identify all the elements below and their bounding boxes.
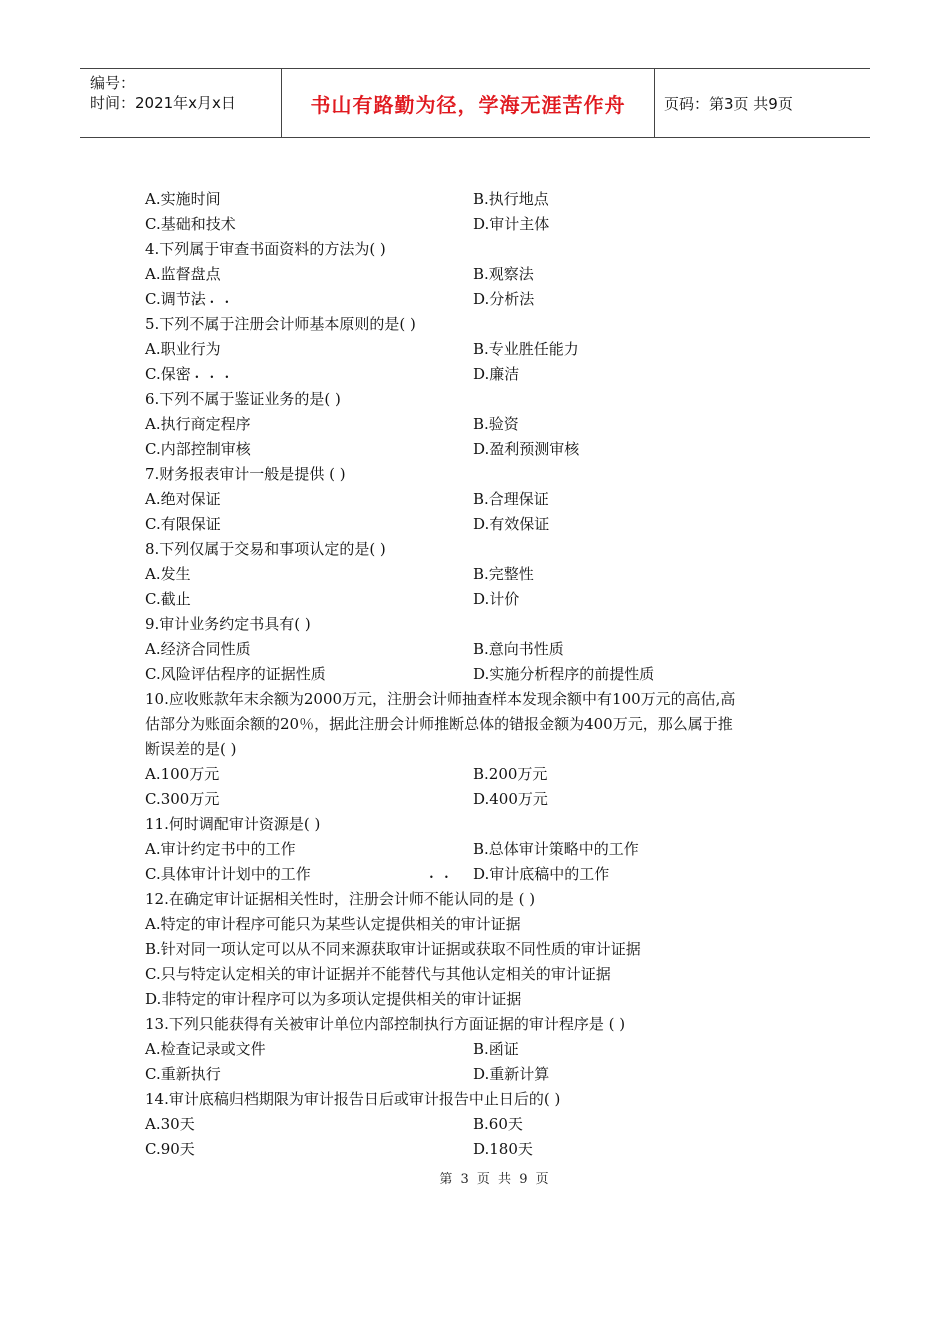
option-row — [145, 212, 825, 237]
header-meta — [90, 73, 236, 113]
option-c: C.90天 — [145, 1140, 195, 1158]
option-row — [145, 762, 825, 787]
question-stem — [145, 387, 825, 412]
option-row — [145, 837, 825, 862]
option-row — [145, 1137, 825, 1162]
option-b: B.执行地点 — [473, 190, 549, 208]
question-stem: 13.下列只能获得有关被审计单位内部控制执行方面证据的审计程序是 ( ) — [145, 1015, 626, 1033]
emphasis-char: 属 — [204, 390, 220, 408]
option-a: A.30天 — [145, 1115, 195, 1133]
option-a: A.发生 — [145, 565, 191, 583]
question-stem — [145, 887, 825, 912]
option-row — [145, 187, 825, 212]
option-row — [145, 512, 825, 537]
stem-text: 认同的是 ( ) — [453, 890, 536, 908]
option-row — [145, 337, 825, 362]
option-b: B.验资 — [473, 415, 519, 433]
option-a: A.职业行为 — [145, 340, 221, 358]
question-stem: 8.下列仅属于交易和事项认定的是( ) — [145, 540, 386, 558]
option-b: B.200万元 — [473, 765, 548, 783]
question-stem — [145, 312, 825, 337]
option-row — [145, 262, 825, 287]
emphasis-char: 不 — [189, 390, 205, 408]
option-row — [145, 1037, 825, 1062]
option-d: D.审计主体 — [473, 215, 550, 233]
page-header — [80, 68, 870, 138]
option-full: A.特定的审计程序可能只为某些认定提供相关的审计证据 — [145, 915, 521, 933]
question-stem: 4.下列属于审查书面资料的方法为( ) — [145, 240, 386, 258]
option-d: D.分析法 — [473, 290, 535, 308]
option-a: A.实施时间 — [145, 190, 221, 208]
option-b: B.函证 — [473, 1040, 519, 1058]
option-b: B.60天 — [473, 1115, 523, 1133]
option-b: B.意向书性质 — [473, 640, 564, 658]
stem-text: 注册会计师基本原则的是( ) — [234, 315, 416, 333]
emphasis-char: 属 — [204, 315, 220, 333]
option-a: A.绝对保证 — [145, 490, 221, 508]
option-d: D.180天 — [473, 1140, 533, 1158]
option-row — [145, 862, 825, 887]
option-d: D.400万元 — [473, 790, 548, 808]
option-a: A.执行商定程序 — [145, 415, 251, 433]
question-list — [145, 187, 825, 1162]
emphasis-char: 不 — [423, 890, 439, 908]
time-label: 时间：2021年x月x日 — [90, 94, 236, 112]
option-c: C.具体审计计划中的工作 — [145, 865, 311, 883]
option-row — [145, 1112, 825, 1137]
option-row — [145, 287, 825, 312]
emphasis-char: 于 — [219, 315, 235, 333]
option-full: C.只与特定认定相关的审计证据并不能替代与其他认定相关的审计证据 — [145, 965, 611, 983]
question-stem-line: 估部分为账面余额的20％，据此注册会计师推断总体的错报金额为400万元，那么属于推 — [145, 715, 733, 733]
option-d: D.有效保证 — [473, 515, 550, 533]
option-row — [145, 412, 825, 437]
option-full: D.非特定的审计程序可以为多项认定提供相关的审计证据 — [145, 990, 522, 1008]
option-row — [145, 1062, 825, 1087]
option-d: D.廉洁 — [473, 365, 520, 383]
option-a: A.监督盘点 — [145, 265, 221, 283]
question-stem: 7.财务报表审计一般是提供 ( ) — [145, 465, 346, 483]
option-d: D.重新计算 — [473, 1065, 550, 1083]
stem-text: 6.下列 — [145, 390, 190, 408]
page-footer: 第 3 页 共 9 页 — [439, 1172, 551, 1187]
option-d: D.审计底稿中的工作 — [473, 865, 610, 883]
stem-text: 5.下列 — [145, 315, 190, 333]
option-a: A.检查记录或文件 — [145, 1040, 266, 1058]
emphasis-char: 于 — [219, 390, 235, 408]
option-b: B.合理保证 — [473, 490, 549, 508]
header-divider-right — [654, 69, 655, 137]
option-a: A.经济合同性质 — [145, 640, 251, 658]
option-b: B.完整性 — [473, 565, 534, 583]
option-c: C.有限保证 — [145, 515, 221, 533]
option-b: B.总体审计策略中的工作 — [473, 840, 639, 858]
option-row — [145, 562, 825, 587]
option-a: A.100万元 — [145, 765, 220, 783]
option-c: C.截止 — [145, 590, 191, 608]
header-motto: 书山有路勤为径，学海无涯苦作舟 — [310, 93, 626, 117]
option-c: C.300万元 — [145, 790, 220, 808]
option-c: C.调节法 — [145, 290, 206, 308]
question-stem-line: 10.应收账款年末余额为2000万元，注册会计师抽查样本发现余额中有100万元的高估,高 — [145, 690, 736, 708]
option-row — [145, 437, 825, 462]
option-c: C.保密 — [145, 365, 191, 383]
question-stem: 11.何时调配审计资源是( ) — [145, 815, 321, 833]
question-stem-line: 断误差的是( ) — [145, 740, 237, 758]
emphasis-char: 能 — [438, 890, 454, 908]
option-d: D.盈利预测审核 — [473, 440, 580, 458]
option-c: C.风险评估程序的证据性质 — [145, 665, 326, 683]
question-stem: 14.审计底稿归档期限为审计报告日后或审计报告中止日后的( ) — [145, 1090, 561, 1108]
option-d: D.实施分析程序的前提性质 — [473, 665, 655, 683]
option-row — [145, 787, 825, 812]
option-b: B.专业胜任能力 — [473, 340, 579, 358]
option-c: C.基础和技术 — [145, 215, 236, 233]
header-page-label: 页码：第3页 共9页 — [664, 95, 793, 113]
option-row — [145, 637, 825, 662]
option-row — [145, 487, 825, 512]
question-stem: 9.审计业务约定书具有( ) — [145, 615, 311, 633]
stem-text: 12.在确定审计证据相关性时，注册会计师 — [145, 890, 424, 908]
option-d: D.计价 — [473, 590, 520, 608]
option-row — [145, 362, 825, 387]
option-c: C.内部控制审核 — [145, 440, 251, 458]
number-label: 编号： — [90, 74, 136, 92]
option-a: A.审计约定书中的工作 — [145, 840, 296, 858]
option-full: B.针对同一项认定可以从不同来源获取审计证据或获取不同性质的审计证据 — [145, 940, 641, 958]
option-row — [145, 662, 825, 687]
option-row — [145, 587, 825, 612]
option-c: C.重新执行 — [145, 1065, 221, 1083]
stem-text: 鉴证业务的是( ) — [234, 390, 341, 408]
option-b: B.观察法 — [473, 265, 534, 283]
emphasis-char: 不 — [189, 315, 205, 333]
